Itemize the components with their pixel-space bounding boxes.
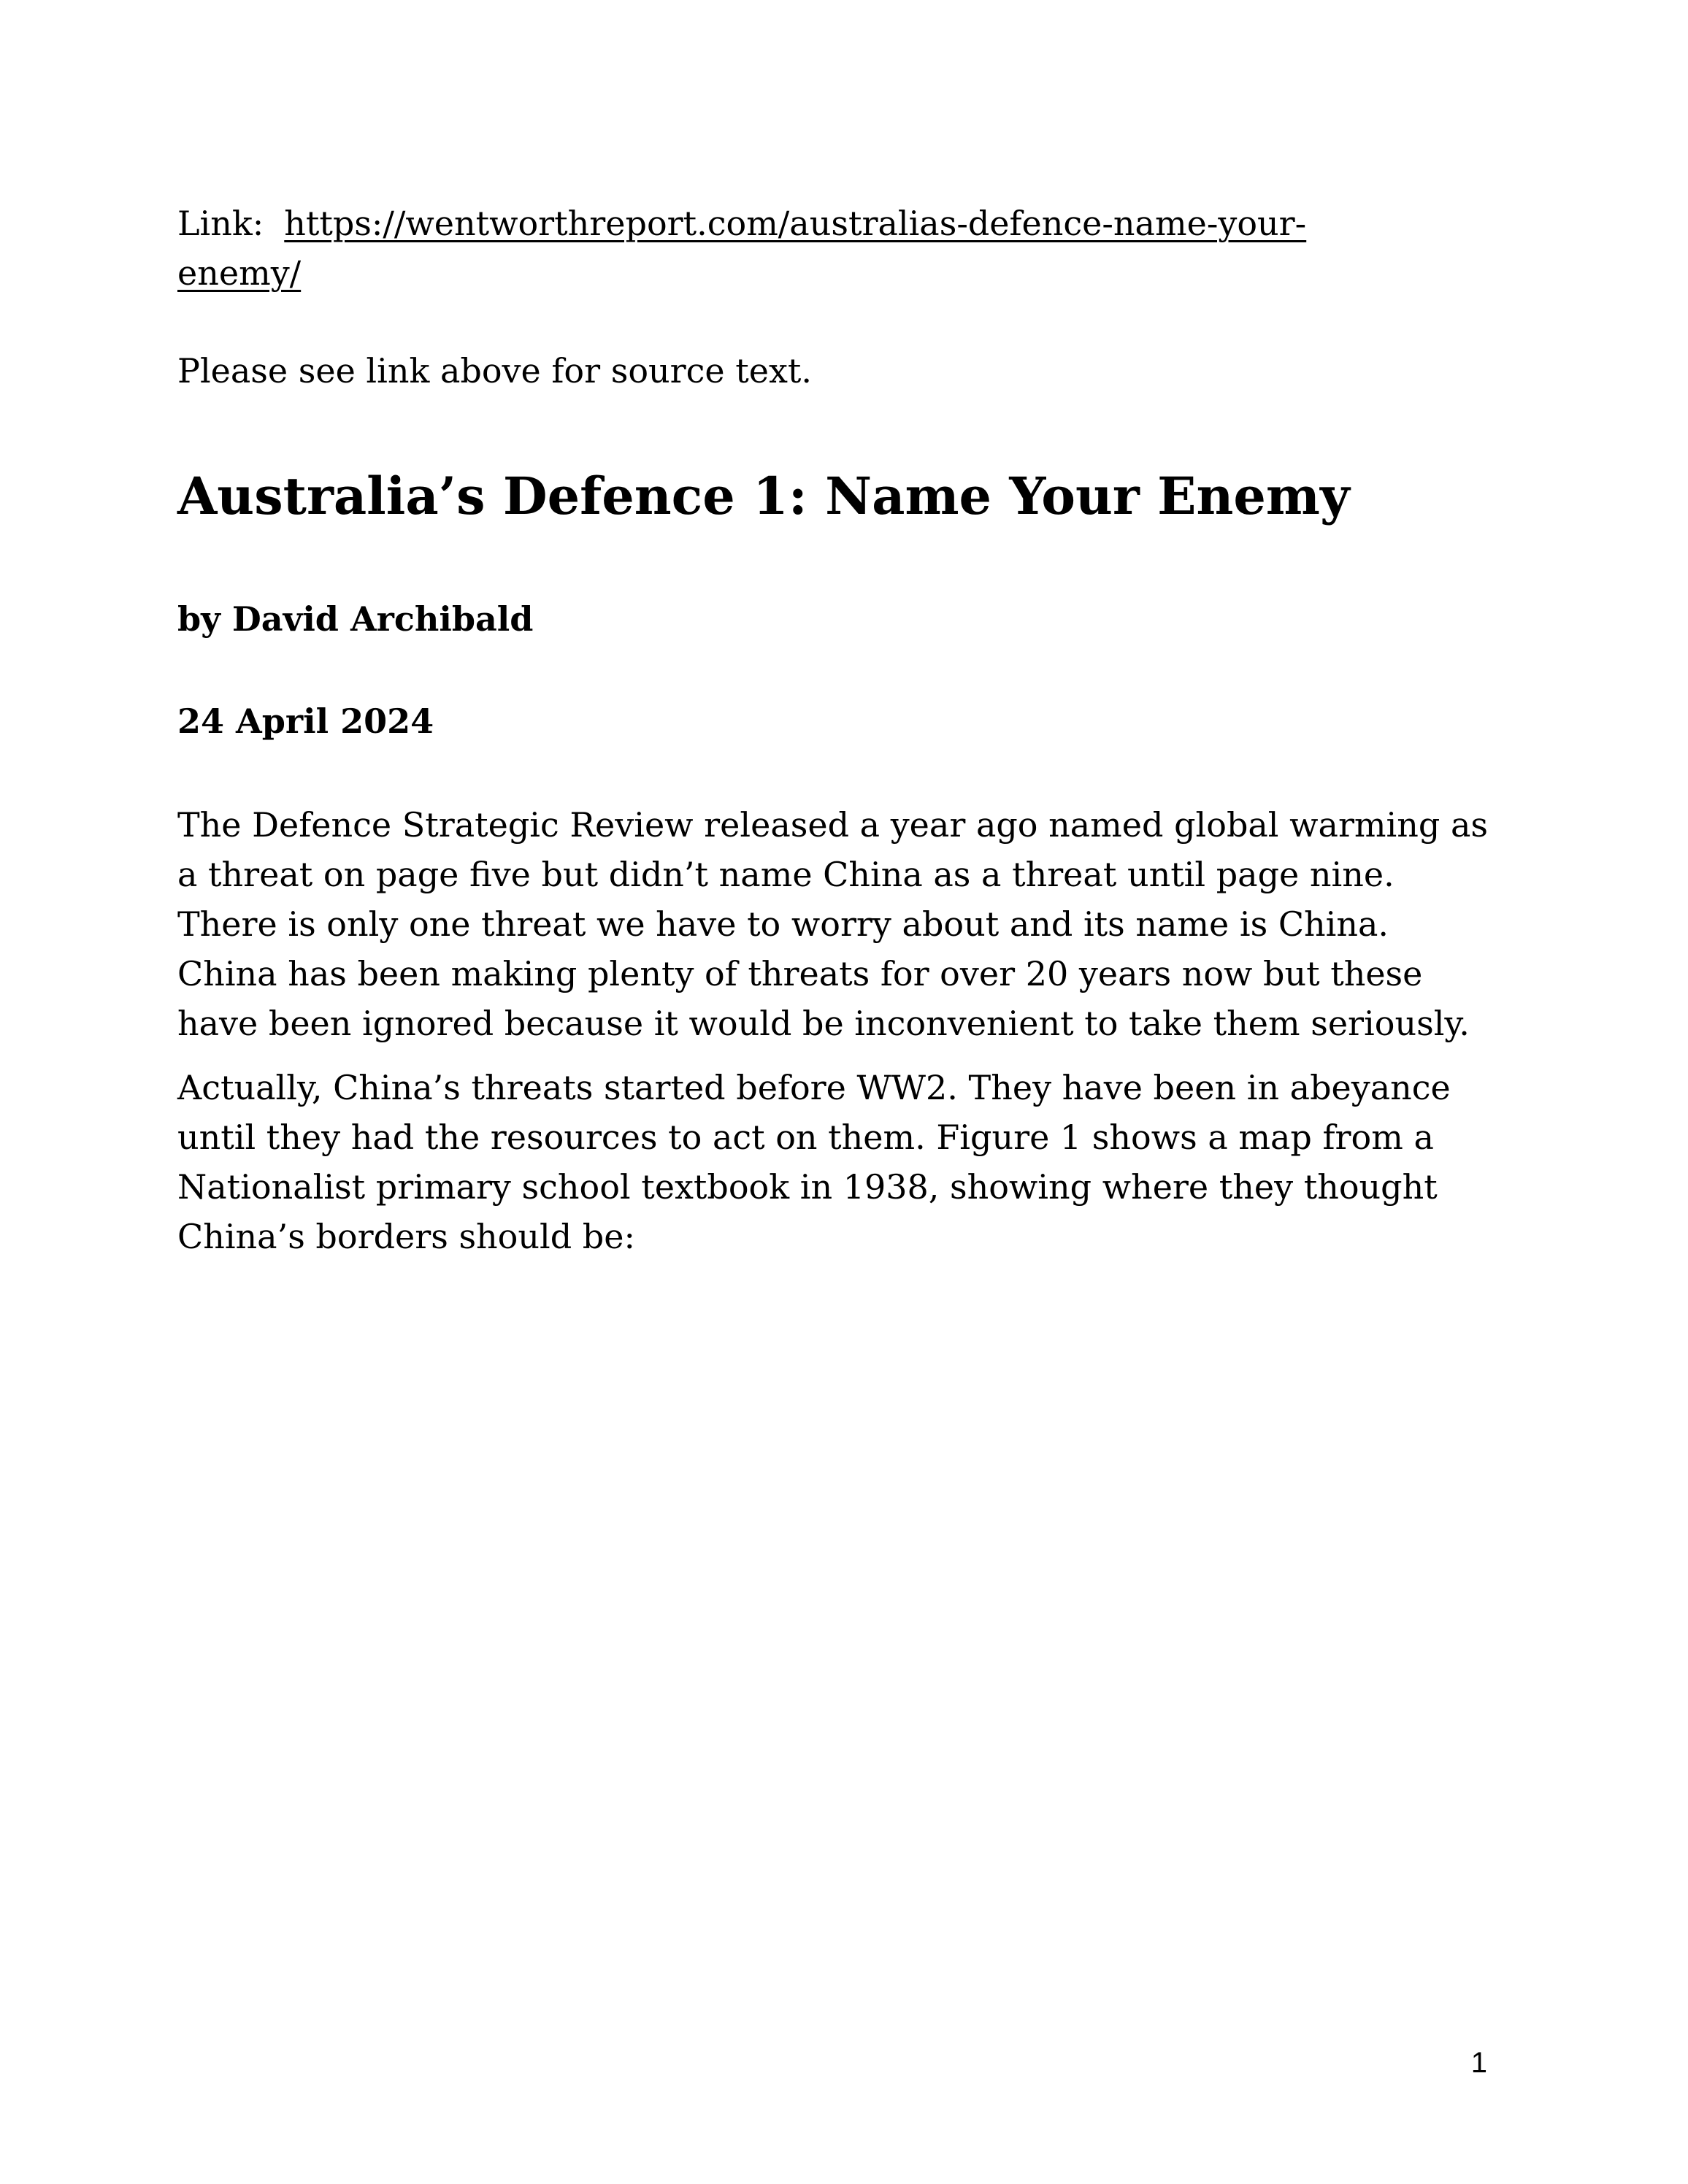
link-line-1 [177,199,1521,248]
note-text: Please see link above for source text. [177,351,812,391]
text-line: Nationalist primary school textbook in 1938, showing where they thought [177,1167,1438,1207]
text-line: China has been making plenty of threats for over 20 years now but these [177,954,1423,993]
paragraph-1 [177,800,1521,1048]
text-line: until they had the resources to act on them. Figure 1 shows a map from a [177,1118,1434,1157]
paragraph-2 [177,1063,1521,1261]
source-link-continued[interactable]: enemy/ [177,253,302,293]
text-line: There is only one threat we have to worry about and its name is China. [177,904,1389,944]
page-number: 1 [1470,2047,1487,2079]
text-line: The Defence Strategic Review released a year ago named global warming as [177,805,1488,845]
page-title: Australia’s Defence 1: Name Your Enemy [177,466,1350,526]
link-label: Link: [177,204,264,243]
text-line: Actually, China’s threats started before WW2. They have been in abeyance [177,1068,1451,1107]
text-line: a threat on page five but didn’t name China as a threat until page nine. [177,855,1394,894]
byline: by David Archibald [177,599,534,639]
source-link[interactable]: https://wentworthreport.com/australias-defence-name-your- [284,204,1307,243]
link-paragraph [177,199,1521,298]
date: 24 April 2024 [177,701,434,741]
text-line: have been ignored because it would be inconvenient to take them seriously. [177,1004,1470,1043]
link-line-2 [177,248,1521,298]
text-line: China’s borders should be: [177,1217,635,1256]
